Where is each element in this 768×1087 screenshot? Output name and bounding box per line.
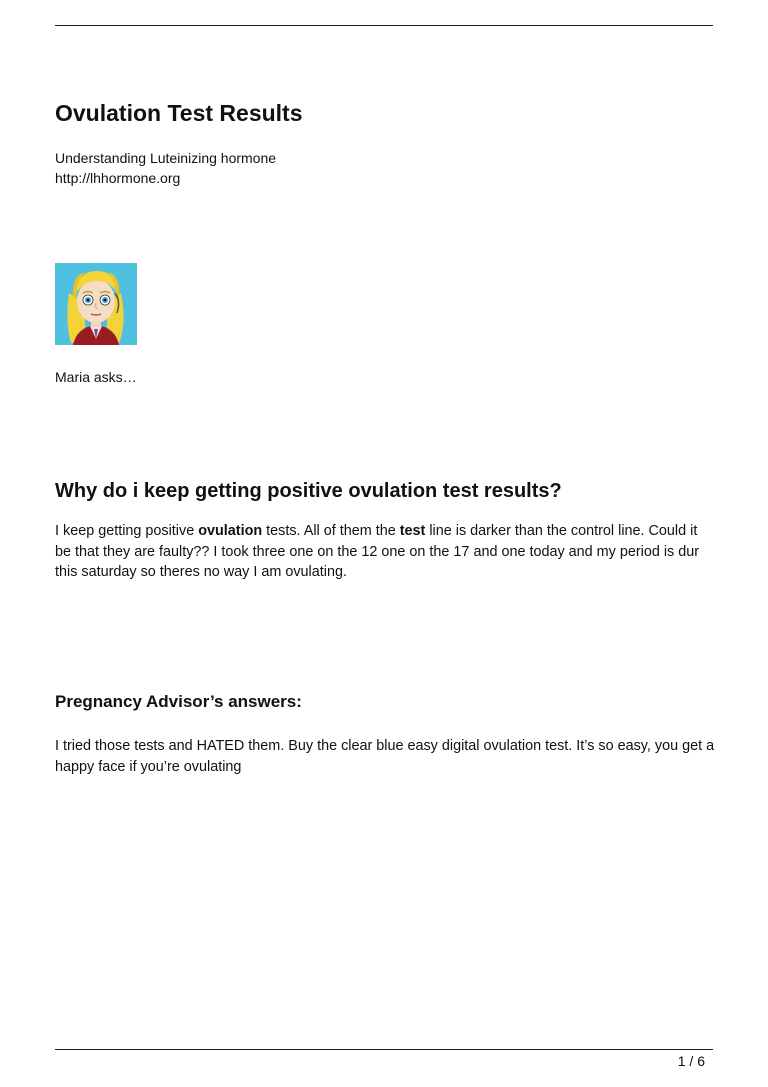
document-subtitle: Understanding Luteinizing hormone xyxy=(55,150,277,166)
answer-body: I tried those tests and HATED them. Buy the clear blue easy digital ovulation test. It’s so easy, you get a happy face if you’re ovulating xyxy=(55,738,715,775)
header-rule xyxy=(55,25,713,26)
footer-rule xyxy=(55,1049,713,1050)
question-body xyxy=(55,521,715,583)
page-number: 1 / 6 xyxy=(677,1053,705,1069)
cartoon-woman-avatar-icon xyxy=(55,263,137,345)
question-body-text: line is darker than the control line. Could it be that they are faulty?? I took three one on the 12 one on the 17 and one today and my period is dur this saturday so theres no way I am ovulating. xyxy=(55,523,700,580)
question-title: Why do i keep getting positive ovulation test results? xyxy=(55,480,562,502)
site-url: http://lhhormone.org xyxy=(55,170,181,186)
highlighted-keyword: ovulation xyxy=(198,523,263,539)
question-body-text: I keep getting positive xyxy=(55,523,199,539)
page-title: Ovulation Test Results xyxy=(55,100,303,126)
question-asker: Maria asks… xyxy=(55,369,137,385)
highlighted-keyword: test xyxy=(399,523,426,539)
avatar xyxy=(55,263,137,345)
answers-heading: Pregnancy Advisor’s answers: xyxy=(55,692,302,711)
question-body-text: tests. All of them the xyxy=(262,523,400,539)
